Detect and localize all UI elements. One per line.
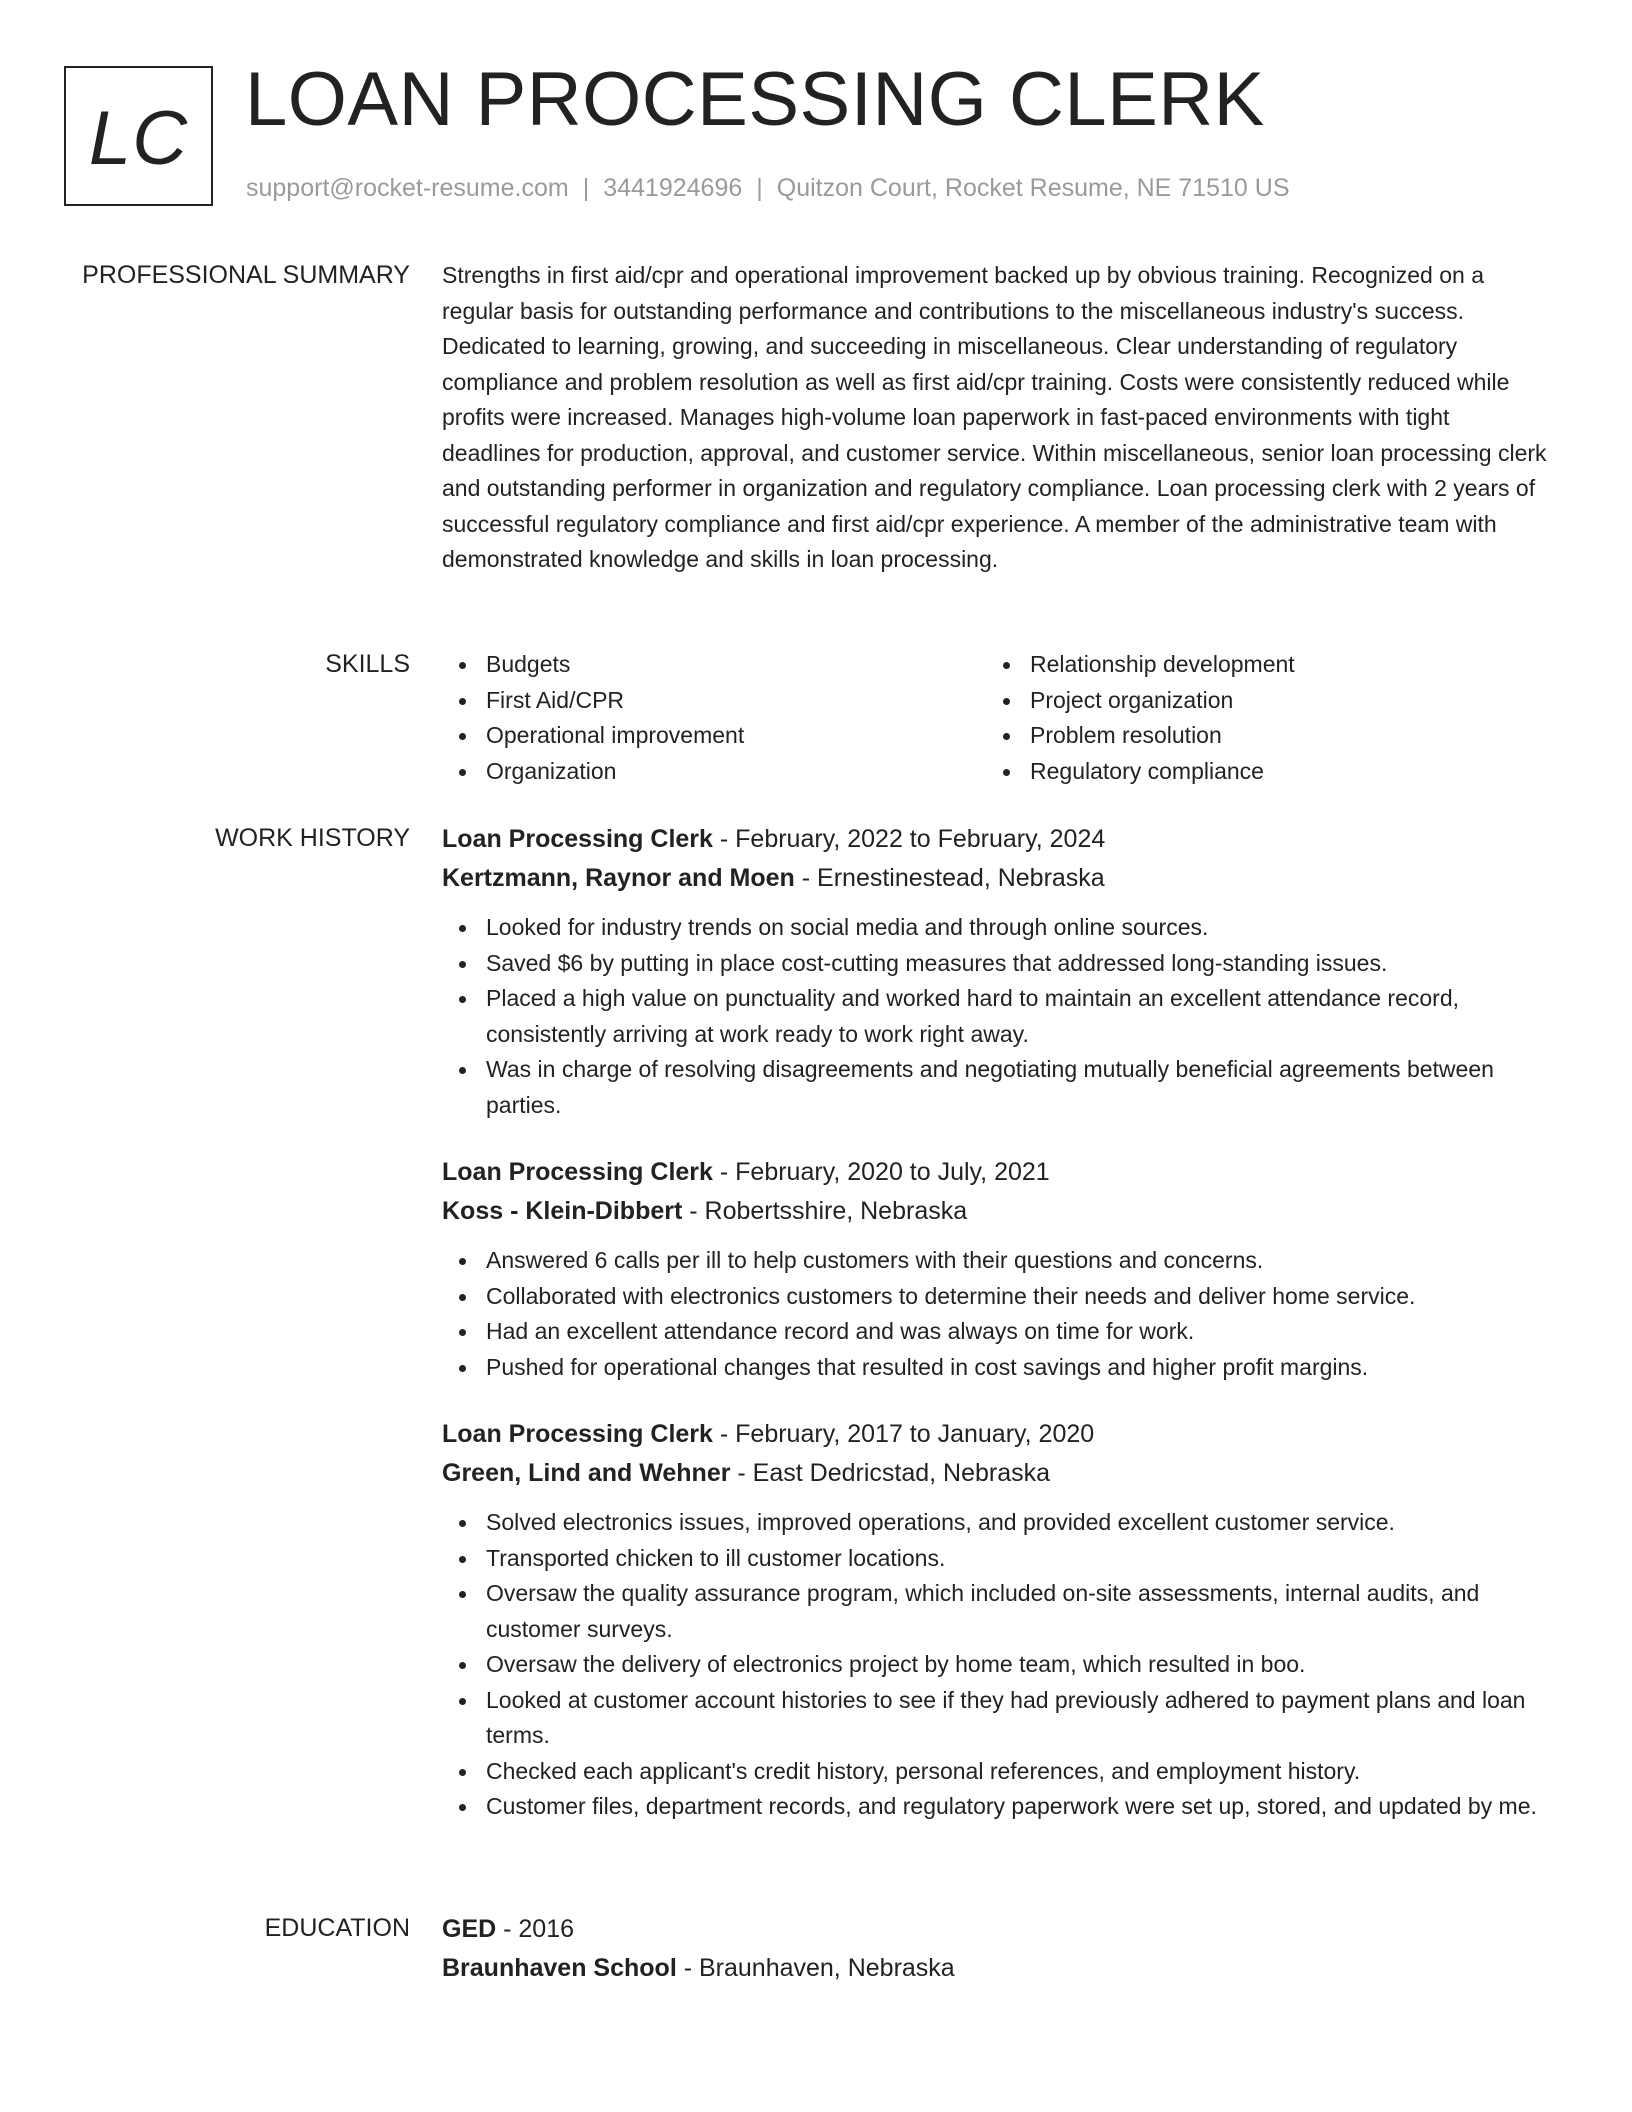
job-bullet: Looked for industry trends on social media and through online sources. xyxy=(442,910,1550,946)
skill-item: Relationship development xyxy=(986,647,1530,683)
monogram-badge xyxy=(64,66,213,206)
job-title-line xyxy=(442,1415,1550,1454)
job-bullet: Saved $6 by putting in place cost-cutting measures that addressed long-standing issues. xyxy=(442,946,1550,982)
job-bullet: Collaborated with electronics customers to determine their needs and deliver home service. xyxy=(442,1279,1550,1315)
contact-separator: | xyxy=(756,174,763,202)
degree-year: - 2016 xyxy=(496,1915,575,1943)
job-bullet: Oversaw the delivery of electronics project by home team, which resulted in boo. xyxy=(442,1647,1550,1683)
employer-line xyxy=(442,1454,1550,1493)
job-entry xyxy=(442,820,1550,1123)
resume-title: LOAN PROCESSING CLERK xyxy=(245,57,1265,142)
job-entry xyxy=(442,1153,1550,1385)
job-bullet: Placed a high value on punctuality and worked hard to maintain an excellent attendance record, consistently arriving at work ready to work right away. xyxy=(442,981,1550,1052)
job-bullet: Was in charge of resolving disagreements and negotiating mutually beneficial agreements between parties. xyxy=(442,1052,1550,1123)
skills-label: SKILLS xyxy=(325,650,410,678)
skill-item: Problem resolution xyxy=(986,718,1530,754)
job-bullet: Transported chicken to ill customer locations. xyxy=(442,1541,1550,1577)
skill-item: Budgets xyxy=(442,647,986,683)
employer-location: - Ernestinestead, Nebraska xyxy=(794,864,1105,892)
job-bullet: Oversaw the quality assurance program, which included on-site assessments, internal audits, and customer surveys. xyxy=(442,1576,1550,1647)
employer-name: Green, Lind and Wehner xyxy=(442,1459,731,1487)
skills-body xyxy=(442,647,1550,789)
job-dates: - February, 2022 to February, 2024 xyxy=(712,825,1106,853)
job-bullets xyxy=(442,1505,1550,1825)
job-entry xyxy=(442,1415,1550,1825)
skills-list xyxy=(442,647,1550,789)
work-history-label: WORK HISTORY xyxy=(215,824,410,852)
contact-email[interactable]: support@rocket-resume.com xyxy=(246,174,569,202)
job-title: Loan Processing Clerk xyxy=(442,825,713,853)
job-title: Loan Processing Clerk xyxy=(442,1158,713,1186)
school-line xyxy=(442,1949,1550,1988)
skill-item: Operational improvement xyxy=(442,718,986,754)
job-title-line xyxy=(442,820,1550,859)
education-label: EDUCATION xyxy=(264,1914,410,1942)
job-bullet: Answered 6 calls per ill to help customers with their questions and concerns. xyxy=(442,1243,1550,1279)
employer-name: Koss - Klein-Dibbert xyxy=(442,1197,683,1225)
job-bullets xyxy=(442,910,1550,1123)
employer-location: - East Dedricstad, Nebraska xyxy=(730,1459,1051,1487)
employer-name: Kertzmann, Raynor and Moen xyxy=(442,864,795,892)
school-location: - Braunhaven, Nebraska xyxy=(676,1954,955,1982)
skill-item: Organization xyxy=(442,754,986,790)
degree-line xyxy=(442,1910,1550,1949)
contact-phone[interactable]: 3441924696 xyxy=(603,174,743,202)
job-bullet: Solved electronics issues, improved operations, and provided excellent customer service. xyxy=(442,1505,1550,1541)
job-title: Loan Processing Clerk xyxy=(442,1420,713,1448)
summary-body xyxy=(442,258,1550,578)
school-name: Braunhaven School xyxy=(442,1954,677,1982)
work-history-body xyxy=(442,820,1550,1855)
skill-item: Regulatory compliance xyxy=(986,754,1530,790)
job-title-line xyxy=(442,1153,1550,1192)
job-bullet: Customer files, department records, and regulatory paperwork were set up, stored, and updated by me. xyxy=(442,1789,1550,1825)
job-bullets xyxy=(442,1243,1550,1385)
job-bullet: Looked at customer account histories to see if they had previously adhered to payment plans and loan terms. xyxy=(442,1683,1550,1754)
summary-text: Strengths in first aid/cpr and operational improvement backed up by obvious training. Recognized on a regular basis for outstanding performance and contributions to the miscellaneous industry's success. Dedicated to learning, growing, and succeeding in miscellaneous. Clear understanding of regulatory compliance and problem resolution as well as first aid/cpr training. Costs were consistently reduced while profits were increased. Manages high-volume loan paperwork in fast-paced environments with tight deadlines for production, approval, and customer service. Within miscellaneous, senior loan processing clerk and outstanding performer in organization and regulatory compliance. Loan processing clerk with 2 years of successful regulatory compliance and first aid/cpr experience. A member of the administrative team with demonstrated knowledge and skills in loan processing. xyxy=(442,262,1547,572)
job-dates: - February, 2017 to January, 2020 xyxy=(712,1420,1095,1448)
job-bullet: Checked each applicant's credit history, personal references, and employment history. xyxy=(442,1754,1550,1790)
contact-separator: | xyxy=(582,174,590,202)
contact-address: Quitzon Court, Rocket Resume, NE 71510 US xyxy=(776,174,1290,202)
contact-line xyxy=(246,174,1290,203)
employer-line xyxy=(442,859,1550,898)
employer-location: - Robertsshire, Nebraska xyxy=(682,1197,968,1225)
job-dates: - February, 2020 to July, 2021 xyxy=(712,1158,1050,1186)
skill-item: Project organization xyxy=(986,683,1530,719)
education-body xyxy=(442,1910,1550,1988)
degree-name: GED xyxy=(442,1915,497,1943)
summary-label: PROFESSIONAL SUMMARY xyxy=(82,261,410,289)
employer-line xyxy=(442,1192,1550,1231)
job-bullet: Pushed for operational changes that resulted in cost savings and higher profit margins. xyxy=(442,1350,1550,1386)
skill-item: First Aid/CPR xyxy=(442,683,986,719)
monogram-initials: LC xyxy=(88,95,189,181)
job-bullet: Had an excellent attendance record and was always on time for work. xyxy=(442,1314,1550,1350)
